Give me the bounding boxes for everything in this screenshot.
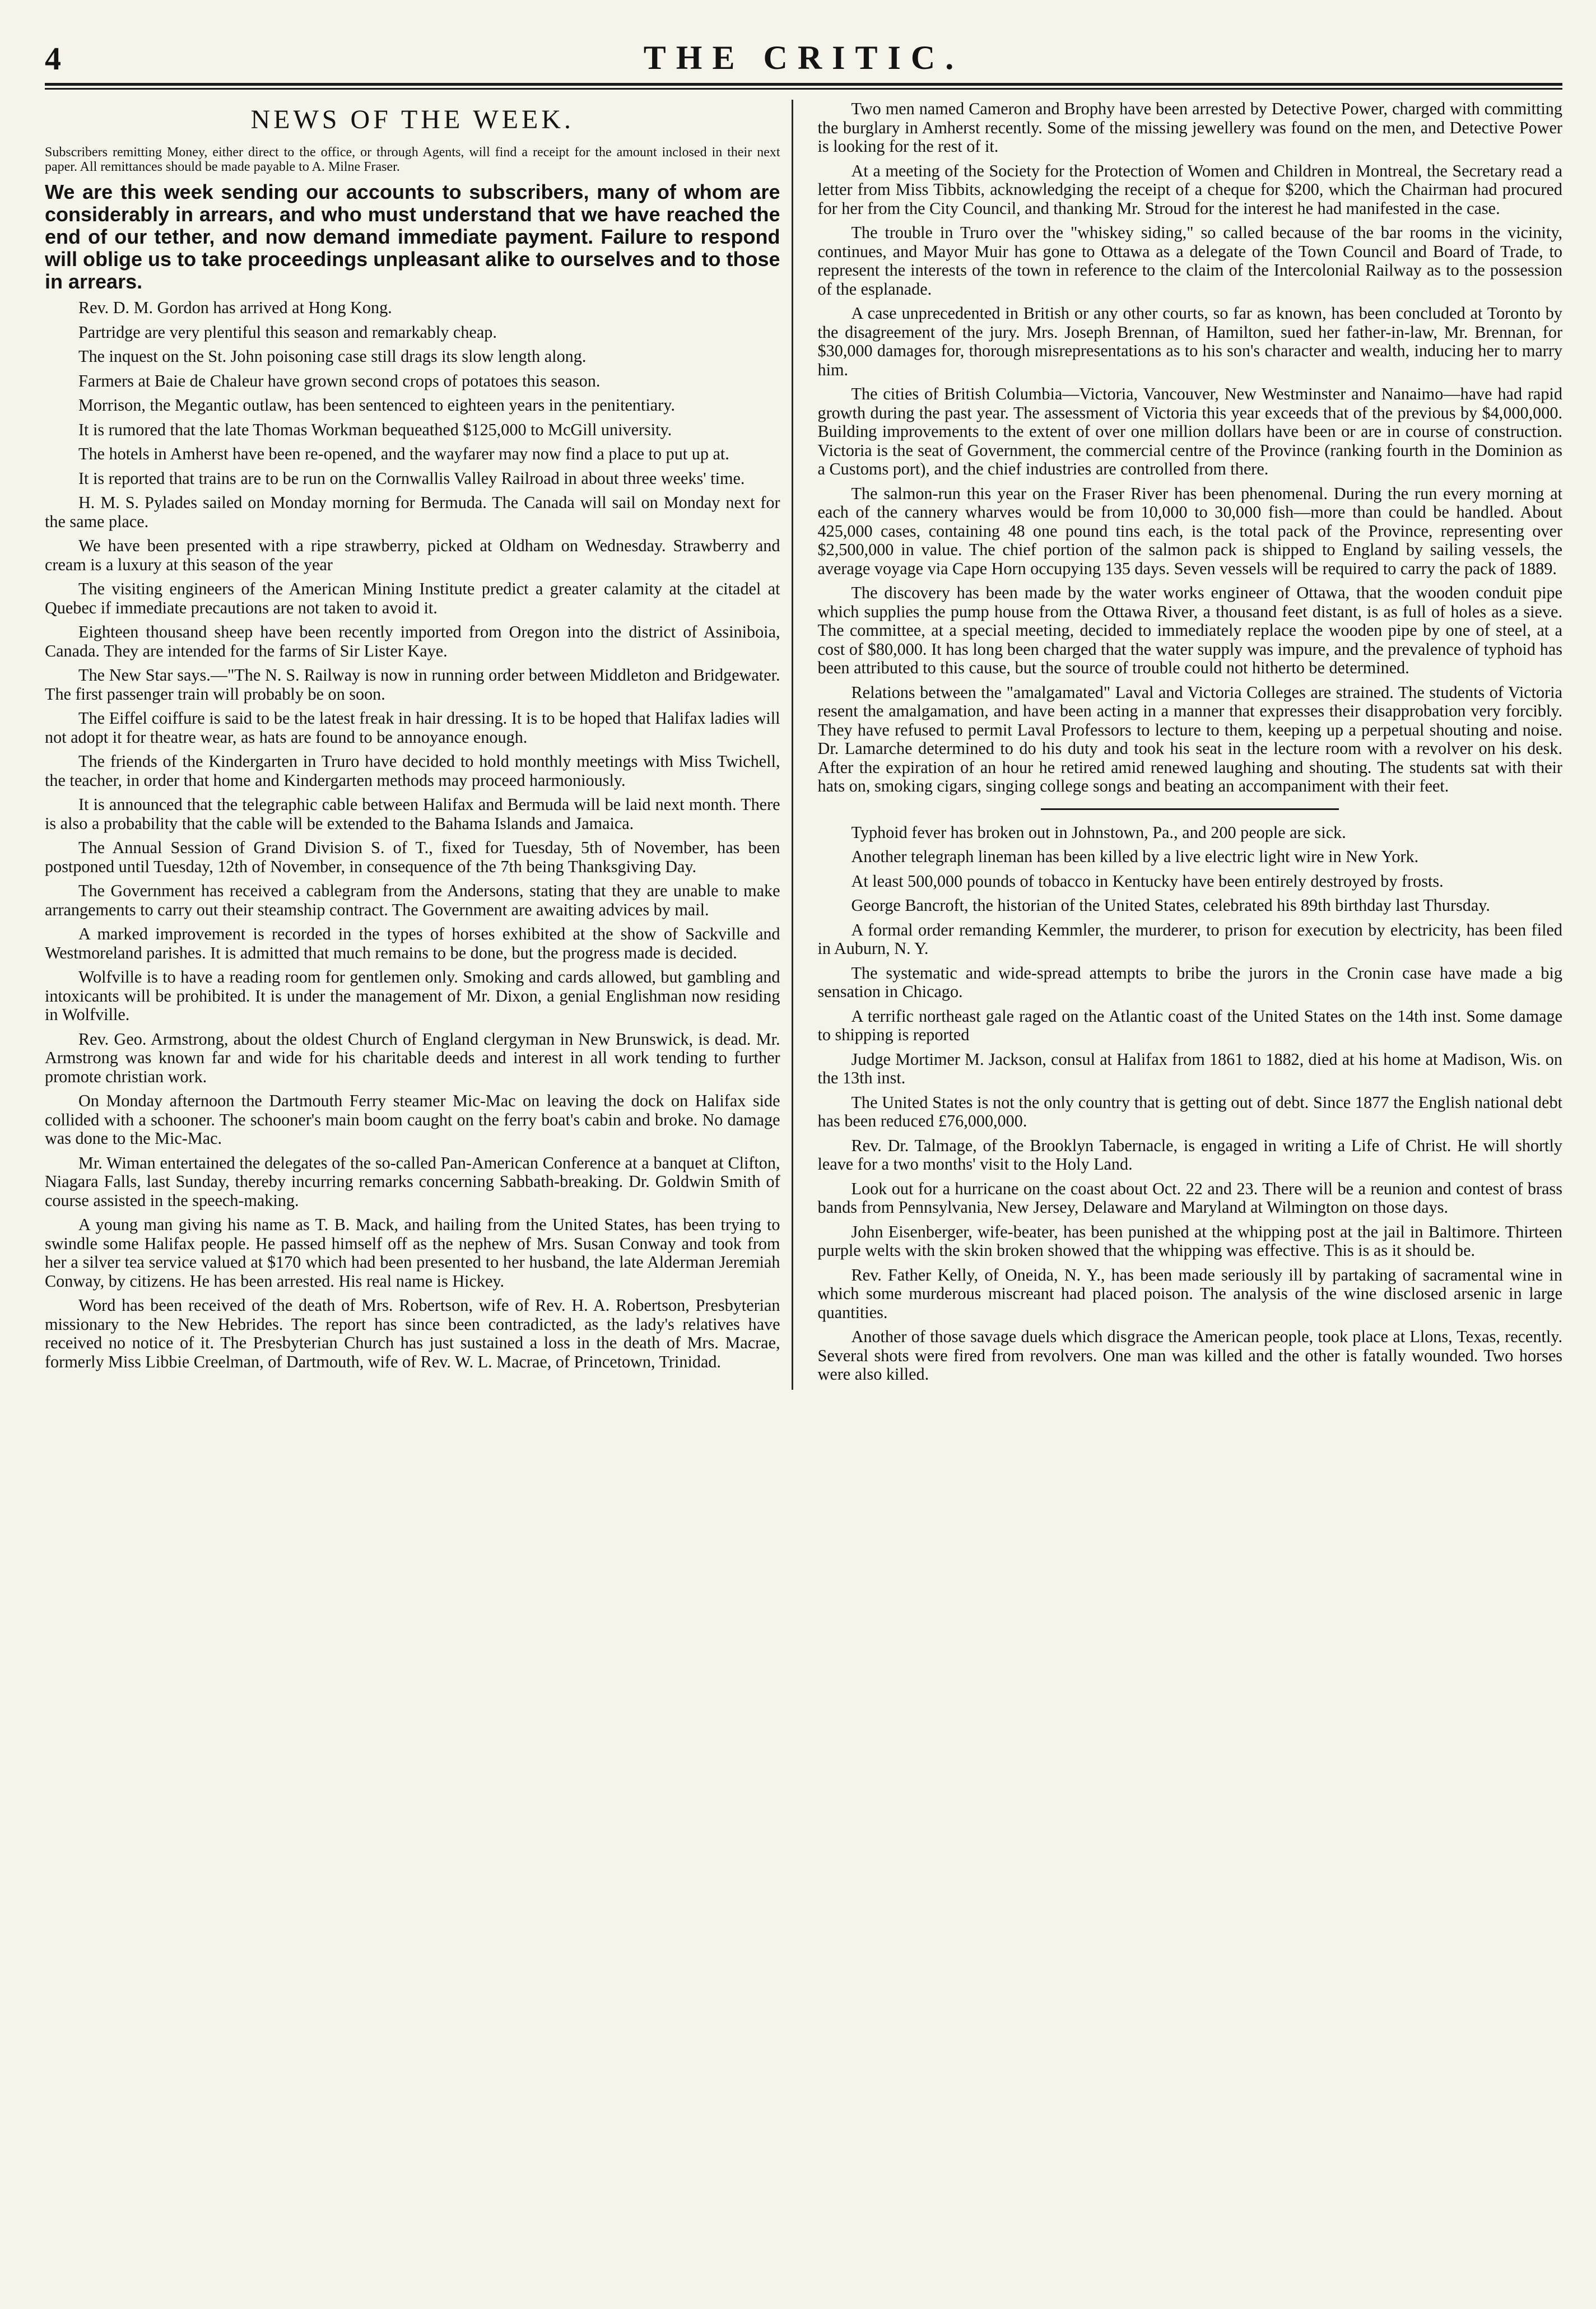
news-item: Partridge are very plentiful this season and remarkably cheap.	[78, 322, 497, 342]
right-news-list-2	[818, 823, 1562, 1384]
left-news-list	[45, 299, 780, 1371]
news-item: Relations between the "amalgamated" Laval and Victoria Colleges are strained. The students of Victoria resent the amalgamation, and have been acting in a manner that expresses their disapprobation very forcibly. They have refused to permit Laval Professors to lecture to them, keeping up a perpetual shouting and noise. Dr. Lamarche determined to do his duty and took his seat in the lecture room with a revolver on his desk. After the expiration of an hour he retired amid renewed laughing and shouting. The students sat with their hats on, smoking cigars, singing college songs and beating an accompaniment with their feet.	[817, 682, 1562, 795]
news-item: The New Star says.—"The N. S. Railway is now in running order between Middleton and Bridgewater. The first passenger train will probably be on soon.	[45, 665, 780, 704]
page-number: 4	[45, 40, 61, 77]
section-title: NEWS OF THE WEEK.	[250, 105, 575, 134]
news-item: A case unprecedented in British or any other courts, so far as known, has been concluded at Toronto by the disagreement of the jury. Mrs. Joseph Brennan, of Hamilton, sued her father-in-law, Mr. Brennan, for $30,000 damages for, thorough misrepresentations as to his son's character and wealth, inducing her to marry him.	[817, 304, 1562, 379]
news-item: George Bancroft, the historian of the United States, celebrated his 89th birthday last Thursday.	[851, 896, 1490, 915]
news-item: The Eiffel coiffure is said to be the latest freak in hair dressing. It is to be hoped that Halifax ladies will not adopt it for theatre wear, as hats are found to be annoyance enough.	[45, 709, 780, 747]
news-item: The cities of British Columbia—Victoria, Vancouver, New Westminster and Nanaimo—have had rapid growth during the past year. The assessment of Victoria this year exceeds that of the previous by $4,000,000. Building improvements to the extent of over one million dollars have been or are in course of construction. Victoria is the seat of Government, the commercial centre of the Province (ranking fourth in the Dominion as a Customs port), and the chief industries are controlled from there.	[817, 384, 1562, 478]
left-column	[45, 100, 793, 1390]
news-item: It is reported that trains are to be run on the Cornwallis Valley Railroad in about three weeks' time.	[78, 468, 745, 488]
news-item: Mr. Wiman entertained the delegates of the so-called Pan-American Conference at a banquet at Clifton, Niagara Falls, last Sunday, thereby incurring remarks concerning Sabbath-breaking. Dr. Goldwin Smith of course assisted in the speech-making.	[45, 1153, 780, 1210]
news-item: Judge Mortimer M. Jackson, consul at Halifax from 1861 to 1882, died at his home at Madison, Wis. on the 13th inst.	[817, 1049, 1562, 1087]
news-item: A young man giving his name as T. B. Mack, and hailing from the United States, has been trying to swindle some Halifax people. He passed himself off as the nephew of Mrs. Susan Conway and took from her a silver tea service valued at $170 which had been presented to her husband, the late Alderman Jeremiah Conway, by citizens. He has been arrested. His real name is Hickey.	[45, 1215, 780, 1291]
header-rule	[45, 88, 1562, 90]
news-item: The salmon-run this year on the Fraser River has been phenomenal. During the run every morning at each of the cannery wharves would be from 10,000 to 30,000 fish—more than could be handled. About 425,000 cases, containing 48 one pound tins each, is the total pack of the Province, representing over $2,500,000 in value. The chief portion of the salmon pack is shipped to England by sailing vessels, the average voyage via Cape Horn occupying 135 days. Seven vessels will be required to carry the pack of 1889.	[817, 483, 1562, 578]
arrears-notice: We are this week sending our accounts to subscribers, many of whom are considerably in arrears, and who must understand that we have reached the end of our tether, and now demand immediate payment. Failure to respond will oblige us to take proceedings unpleasant alike to ourselves and to those in arrears.	[45, 180, 780, 293]
news-item: Morrison, the Megantic outlaw, has been sentenced to eighteen years in the penitentiary.	[78, 395, 675, 415]
page-header	[45, 29, 1562, 86]
news-item: Eighteen thousand sheep have been recently imported from Oregon into the district of Assiniboia, Canada. They are intended for the farms of Sir Lister Kaye.	[45, 622, 780, 660]
news-item: On Monday afternoon the Dartmouth Ferry steamer Mic-Mac on leaving the dock on Halifax side collided with a schooner. The schooner's main boom caught on the ferry boat's cabin and broke. No damage was done to the Mic-Mac.	[45, 1091, 780, 1148]
news-item: A formal order remanding Kemmler, the murderer, to prison for execution by electricity, has been filed in Auburn, N. Y.	[817, 920, 1562, 958]
news-item: Another of those savage duels which disgrace the American people, took place at Llons, Texas, recently. Several shots were fired from revolvers. One man was killed and the other is fatally wounded. Two horses were also killed.	[817, 1327, 1562, 1384]
section-divider	[1041, 808, 1339, 810]
news-item: Rev. Dr. Talmage, of the Brooklyn Tabernacle, is engaged in writing a Life of Christ. He will shortly leave for a two months' visit to the Holy Land.	[817, 1135, 1562, 1174]
news-item: Another telegraph lineman has been killed by a live electric light wire in New York.	[851, 847, 1419, 866]
news-item: H. M. S. Pylades sailed on Monday morning for Bermuda. The Canada will sail on Monday next for the same place.	[45, 493, 780, 531]
news-item: The inquest on the St. John poisoning case still drags its slow length along.	[78, 347, 587, 366]
subscriber-notice: Subscribers remitting Money, either direct to the office, or through Agents, will find a receipt for the amount inclosed in their next paper. All remittances should be made payable to A. Milne Fraser.	[45, 145, 780, 174]
news-item: Farmers at Baie de Chaleur have grown second crops of potatoes this season.	[78, 371, 601, 390]
news-item: The systematic and wide-spread attempts to bribe the jurors in the Cronin case have made a big sensation in Chicago.	[817, 963, 1562, 1001]
masthead-title: THE CRITIC.	[643, 39, 964, 76]
news-item: Wolfville is to have a reading room for gentlemen only. Smoking and cards allowed, but gambling and intoxicants will be prohibited. It is under the management of Mr. Dixon, a genial Englishman now residing in Wolfville.	[45, 967, 780, 1024]
news-item: The trouble in Truro over the "whiskey siding," so called because of the bar rooms in the vicinity, continues, and Mayor Muir has gone to Ottawa as a delegate of the Town Council and Board of Trade, to represent the interests of the town in reference to the claim of the Intercolonial Railway as to the possession of the esplanade.	[817, 223, 1562, 299]
news-item: It is rumored that the late Thomas Workman bequeathed $125,000 to McGill university.	[78, 420, 672, 439]
news-item: The Annual Session of Grand Division S. of T., fixed for Tuesday, 5th of November, has been postponed until Tuesday, 12th of November, in consequence of the 7th being Thanksgiving Day.	[45, 838, 780, 876]
news-item: The hotels in Amherst have been re-opened, and the wayfarer may now find a place to put up at.	[78, 444, 729, 463]
news-item: The discovery has been made by the water works engineer of Ottawa, that the wooden conduit pipe which supplies the pump house from the Ottawa River, a thousand feet distant, is as full of holes as a sieve. The committee, at a special meeting, decided to immediately replace the wooden pipe by one of steel, at a cost of $80,000. It has long been charged that the water supply was impure, and the prevalence of typhoid has been attributed to this cause, but the source of trouble could not hitherto be determined.	[817, 583, 1562, 677]
right-news-list	[818, 100, 1562, 796]
news-item: Two men named Cameron and Brophy have been arrested by Detective Power, charged with committing the burglary in Amherst recently. Some of the missing jewellery was found on the men, and Detective Power is looking for the rest of it.	[817, 99, 1562, 156]
news-item: The United States is not the only country that is getting out of debt. Since 1877 the English national debt has been reduced £76,000,000.	[817, 1092, 1562, 1130]
news-item: The Government has received a cablegram from the Andersons, stating that they are unable to make arrangements to carry out their steamship contract. The Government are awaiting advices by mail.	[45, 881, 780, 919]
news-item: The friends of the Kindergarten in Truro have decided to hold monthly meetings with Miss Twichell, the teacher, in order that home and Kindergarten methods may proceed harmoniously.	[45, 752, 780, 790]
news-item: It is announced that the telegraphic cable between Halifax and Bermuda will be laid next month. There is also a probability that the cable will be extended to the Bahama Islands and Jamaica.	[45, 795, 780, 833]
news-item: John Eisenberger, wife-beater, has been punished at the whipping post at the jail in Baltimore. Thirteen purple welts with the skin broken showed that the whipping was effective. This is as it should be.	[817, 1222, 1562, 1260]
news-item: At a meeting of the Society for the Protection of Women and Children in Montreal, the Secretary read a letter from Miss Tibbits, acknowledging the receipt of a cheque for $200, which the Chairman had procured for her from the City Council, and thanking Mr. Stroud for the interest he had manifested in the case.	[817, 161, 1562, 218]
news-item: Look out for a hurricane on the coast about Oct. 22 and 23. There will be a reunion and contest of brass bands from Pennsylvania, New Jersey, Delaware and Maryland at Wilmington on those days.	[817, 1179, 1562, 1217]
news-item: Typhoid fever has broken out in Johnstown, Pa., and 200 people are sick.	[851, 822, 1346, 842]
news-item: Rev. D. M. Gordon has arrived at Hong Kong.	[78, 298, 392, 317]
news-item: We have been presented with a ripe strawberry, picked at Oldham on Wednesday. Strawberry and cream is a luxury at this season of the year	[45, 536, 780, 574]
news-item: Rev. Geo. Armstrong, about the oldest Church of England clergyman in New Brunswick, is dead. Mr. Armstrong was known far and wide for his charitable deeds and interest in all work tending to further promote christian work.	[45, 1029, 780, 1086]
news-item: Rev. Father Kelly, of Oneida, N. Y., has been made seriously ill by partaking of sacramental wine in which some murderous miscreant had placed poison. The analysis of the wine disclosed arsenic in large quantities.	[817, 1265, 1562, 1322]
news-item: A terrific northeast gale raged on the Atlantic coast of the United States on the 14th inst. Some damage to shipping is reported	[817, 1006, 1562, 1044]
right-column	[815, 100, 1562, 1390]
news-item: A marked improvement is recorded in the types of horses exhibited at the show of Sackville and Westmoreland parishes. It is admitted that much remains to be done, but the progress made is decided.	[45, 924, 780, 962]
news-item: At least 500,000 pounds of tobacco in Kentucky have been entirely destroyed by frosts.	[851, 871, 1444, 891]
news-item: The visiting engineers of the American Mining Institute predict a greater calamity at the citadel at Quebec if immediate precautions are not taken to avoid it.	[45, 579, 780, 617]
news-item: Word has been received of the death of Mrs. Robertson, wife of Rev. H. A. Robertson, Presbyterian missionary to the New Hebrides. The report has since been contradicted, as the lady's relatives have received no notice of it. The Presbyterian Church has just sustained a loss in the death of Mrs. Macrae, formerly Miss Libbie Creelman, of Dartmouth, wife of Rev. W. L. Macrae, of Princetown, Trinidad.	[45, 1296, 780, 1371]
columns	[45, 100, 1562, 1390]
